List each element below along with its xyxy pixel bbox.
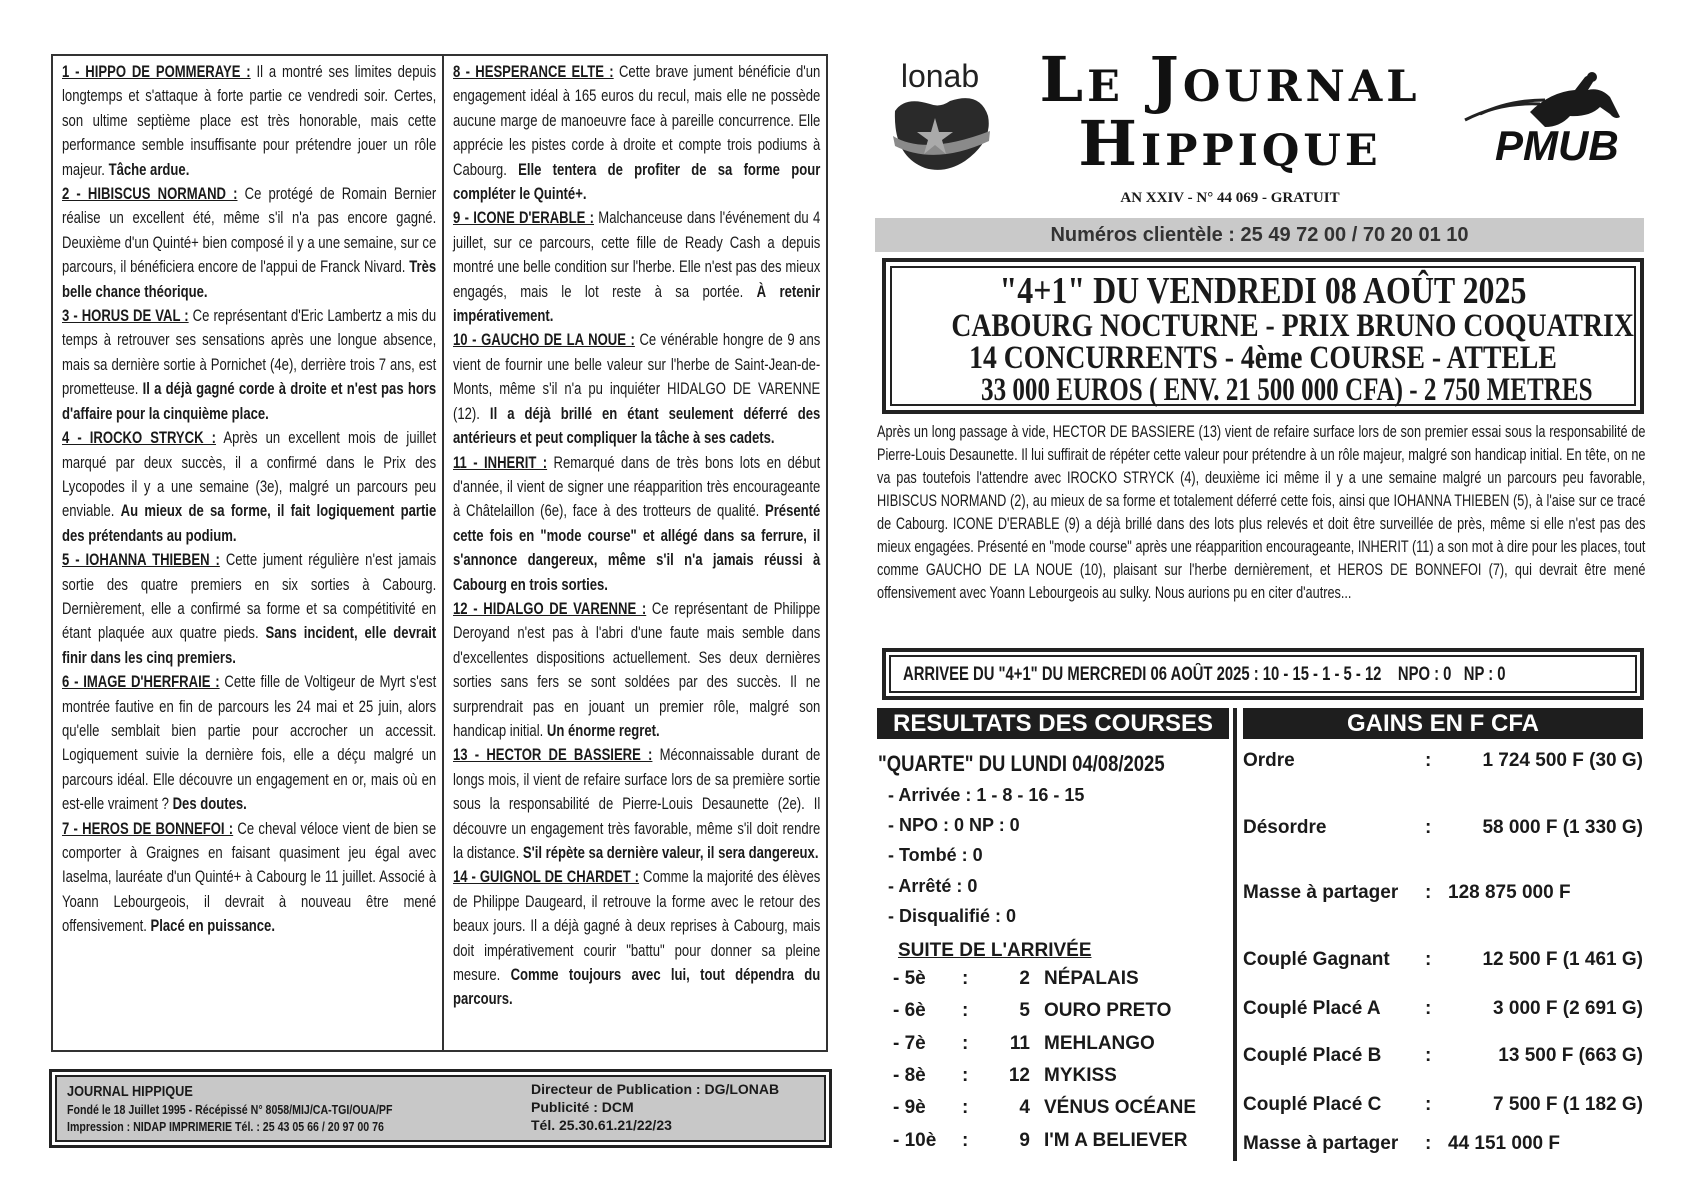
horse-entry-heading: 4 - IROCKO STRYCK : [62,428,217,448]
race-title-line2: CABOURG NOCTURNE - PRIX BRUNO COQUATRIX [951,308,1634,344]
horse-entry [62,548,436,670]
gain-value: 13 500 F (663 G) [1498,1045,1643,1066]
horse-entry-text: Après un excellent mois de juillet marqué par deux succès, il a confirmé dans le Prix des Lycopodes il y a une semaine (3e), malgré un parcours peu enviable. [62,428,437,521]
horse-entry-heading: 7 - HEROS DE BONNEFOI : [62,818,234,838]
horse-entry-verdict: Présenté cette fois en "mode course" et allégé dans sa ferrure, il s'annonce dangereux, même s'il n'a jamais réussi à Cabourg en trois sorties. [453,501,821,594]
horse-entry [453,60,820,206]
middle-column-text [453,60,820,1012]
imprint-founded: Fondé le 18 Juillet 1995 - Récépissé N° 8058/MIJ/CA-TGI/OUA/PF [67,1103,393,1117]
gain-label: Masse à partager [1243,882,1399,903]
suite-rank: - 6è [893,1000,926,1022]
suite-number: 5 [1019,1000,1030,1022]
suite-rank: - 8è [893,1064,926,1086]
suite-title: SUITE DE L'ARRIVÉE [898,940,1092,961]
lonab-logo-text: lonab [900,58,980,94]
imprint-phone: Tél. 25.30.61.21/22/23 [531,1117,672,1133]
horse-entry-heading: 8 - HESPERANCE ELTE : [453,62,614,81]
suite-horse-name: MEHLANGO [1044,1032,1155,1054]
horse-entry [453,206,820,328]
previous-result-text: ARRIVEE DU "4+1" DU MERCREDI 06 AOÛT 2025 : 10 - 15 - 1 - 5 - 12 NPO : 0 NP : 0 [903,664,1506,685]
gain-colon: : [1425,998,1432,1019]
horse-entry-text: Comme la majorité des élèves de Philippe Daugeard, il retrouve la forme avec le retour des beaux jours. Il a déjà gagné à deux reprises à Cabourg, mais doit impérativement courir "battu" pour donner sa pleine mesure. [453,867,821,985]
results-header: RESULTATS DES COURSES [877,708,1229,739]
horse-entry-text: Ce représentant de Philippe Deroyand n'est pas à l'abri d'une faute mais semble dans d'excellentes dispositions actuellement. Ses deux dernières sorties sans fers se sont soldées par des succès. Il ne surprendrait pas en jouant un premier rôle, malgré son handicap initial. [453,598,821,740]
race-title-line4: 33 000 EUROS ( ENV. 21 500 000 CFA) - 2 750 METRES [981,372,1593,408]
gain-value: 44 151 000 F [1448,1133,1560,1154]
gains-header: GAINS EN F CFA [1243,708,1643,739]
horse-entry-heading: 11 - INHERIT : [453,452,548,472]
horse-entry-heading: 12 - HIDALGO DE VARENNE : [453,598,647,618]
horse-entry-verdict: Elle tentera de profiter de sa forme pour compléter le Quinté+. [453,159,821,204]
customer-numbers-bar: Numéros clientèle : 25 49 72 00 / 70 20 01 10 [875,218,1644,252]
horse-entry-heading: 6 - IMAGE D'HERFRAIE : [62,672,220,692]
pmub-logo-text: PMUB [1495,122,1619,169]
horse-entry-heading: 9 - ICONE D'ERABLE : [453,208,595,228]
previous-result-box [882,648,1644,700]
horse-entry-text: Cette fille de Voltigeur de Myrt s'est montrée fautive en fin de parcours les 24 mai et 25 juin, alors qu'elle semblait bien partie pour accrocher un accessit. Logiquement suivie la dernière fois, elle a déçu malgré un parcours idéal. Elle découvre un engagement en or, mais où en est-elle vraiment ? [62,672,437,814]
horse-entry-verdict: Très belle chance théorique. [62,257,437,301]
suite-horse-name: OURO PRETO [1044,1000,1172,1022]
quarte-result-line: - NPO : 0 NP : 0 [888,815,1020,836]
horse-entry-verdict: À retenir impérativement. [453,281,821,326]
horse-entry-text: Ce vénérable hongre de 9 ans vient de fournir une belle valeur sur l'herbe de Saint-Jean-de-Monts, même s'il n'a pu inquiéter HIDALGO DE VARENNE (12). [453,330,821,423]
suite-colon: : [962,1129,969,1151]
suite-horse-name: NÉPALAIS [1044,968,1139,989]
imprint-director: Directeur de Publication : DG/LONAB [531,1081,780,1097]
suite-rank: - 10è [893,1129,937,1151]
suite-colon: : [962,1000,969,1022]
horse-entry-text: Ce cheval véloce vient de bien se comporter à Graignes en faisant quasiment jeu égal avec Iaselma, lauréate d'un Quinté+ à Cabourg le 11 juillet. Associé à Yoann Lebourgeois, il devrait à nouveau être mené offensivement. [62,818,437,936]
horse-entry-verdict: Il a déjà gagné corde à droite et n'est pas hors d'affaire pour la cinquième place. [62,379,437,423]
gain-colon: : [1425,949,1432,970]
gain-colon: : [1425,1133,1432,1154]
suite-number: 4 [1019,1097,1030,1119]
gain-value: 58 000 F (1 330 G) [1482,817,1643,838]
horse-entry-heading: 10 - GAUCHO DE LA NOUE : [453,330,635,350]
suite-colon: : [962,968,969,989]
horse-entry-verdict: Des doutes. [172,794,247,814]
horse-entry-heading: 13 - HECTOR DE BASSIERE : [453,745,653,765]
horse-entry-heading: 2 - HIBISCUS NORMAND : [62,184,238,204]
suite-colon: : [962,1064,969,1086]
horse-entry [62,817,436,939]
journal-title-logo [1010,43,1450,180]
horse-entry-text: Ce protégé de Romain Bernier réalise un excellent été, même s'il n'a pas encore gagné. Deuxième d'un Quinté+ bien composé il y a une semaine, sur ce parcours, il bénéficiera encore de l'appui de Franck Nivard. [62,184,437,277]
pmub-logo [1460,72,1630,172]
horse-entry-verdict: S'il répète sa dernière valeur, il sera dangereux. [522,843,819,862]
horse-entry-verdict: Au mieux de sa forme, il fait logiquement partie des prétendants au podium. [62,501,437,545]
middle-column [442,54,828,1052]
issue-info: AN XXIV - N° 44 069 - GRATUIT [1120,190,1340,206]
horse-entry-heading: 14 - GUIGNOL DE CHARDET : [453,867,640,887]
gain-colon: : [1425,817,1432,838]
imprint-name: JOURNAL HIPPIQUE [67,1083,193,1100]
quarte-title: "QUARTE" DU LUNDI 04/08/2025 [878,751,1165,776]
suite-horse-name: I'M A BELIEVER [1044,1129,1188,1151]
gain-value: 12 500 F (1 461 G) [1482,949,1643,970]
horse-entry [62,304,436,426]
race-summary: Après un long passage à vide, HECTOR DE BASSIERE (13) vient de refaire surface lors de son premier essai sous la responsabilité de Pierre-Louis Desaunette. Il lui suffirait de répéter cette valeur pour prétendre à un rôle majeur, malgré son handicap initial. En tête, on ne va pas toutefois l'attendre avec IROCKO STRYCK (4), deuxième ici même il y a une semaine malgré un parcours peu favorable, HIBISCUS NORMAND (2), au mieux de sa forme et totalement déferré cette fois, ainsi que IOHANNA THIEBEN (5), à l'aise sur ce tracé de Cabourg. ICONE D'ERABLE (9) a déjà brillé dans des lots plus relevés et doit être surveillée de près, même si elle n'est pas des mieux engagées. Présenté en "mode course" après une réapparition encourageante, INHERIT (11) a son mot à dire pour les places, tout comme GAUCHO DE LA NOUE (10), plaisant sur l'herbe dernièrement, et HEROS DE BONNEFOI (7), qui devrait être mené offensivement avec Yoann Lebourgeois au sulky. Nous aurions pu en citer d'autres... [877,423,1646,602]
suite-number: 11 [1009,1032,1030,1054]
column-divider [1233,708,1237,1161]
horse-entry-text: Cette brave jument bénéficie d'un engagement idéal à 165 euros du recul, mais elle ne possède aucune marge de manoeuvre face à pareille concurrence. Elle apprécie les pistes corde à droite et compte trois podiums à Cabourg. [453,62,821,179]
horse-entry-text: Méconnaissable durant de longs mois, il vient de refaire surface lors de sa première sortie sous la responsabilité de Pierre-Louis Desaunette (2e). Il découvre un engagement très favorable, même s'il doit rendre la distance. [453,745,821,862]
imprint-box [49,1069,832,1148]
horse-entry-verdict: Comme toujours avec lui, tout dépendra du parcours. [453,965,821,1009]
title-logo-line1: Le Journal [1039,43,1421,116]
horse-entry-verdict: Il a déjà brillé en étant seulement déferré des antérieurs et peut compliquer la tâche à ses cadets. [453,403,821,448]
gain-label: Couplé Placé A [1243,998,1381,1019]
suite-number: 2 [1019,968,1030,989]
suite-number: 9 [1019,1129,1030,1151]
quarte-result-line: - Arrivée : 1 - 8 - 16 - 15 [888,785,1085,805]
gain-label: Désordre [1243,817,1327,838]
gain-colon: : [1425,750,1432,771]
horse-entry [453,597,820,743]
left-column-text [62,60,436,939]
horse-entry [62,60,436,182]
gain-value: 7 500 F (1 182 G) [1493,1094,1643,1115]
horse-entry-heading: 1 - HIPPO DE POMMERAYE : [62,62,251,81]
suite-number: 12 [1008,1064,1030,1086]
suite-rank: - 5è [893,968,926,989]
horse-entry-text: Il a montré ses limites depuis longtemps et s'attaque à forte partie ce vendredi soir. Certes, son ultime septième place est très honorable, mais cette performance semble insuffisante pour prétendre jouer un rôle majeur. [62,62,437,179]
suite-rank: - 7è [893,1032,926,1054]
gain-label: Ordre [1243,750,1295,771]
horse-entry-verdict: Tâche ardue. [108,159,190,179]
horse-entry [62,426,436,548]
gain-colon: : [1425,882,1432,903]
gain-colon: : [1425,1094,1432,1115]
quarte-result-line: - Tombé : 0 [888,845,983,866]
horse-entry-verdict: Sans incident, elle devrait finir dans les cinq premiers. [62,623,437,667]
title-logo-line2: Hippique [1078,107,1382,180]
horse-entry [62,182,436,304]
lonab-logo [885,58,995,178]
imprint-ads: Publicité : DCM [531,1099,634,1115]
horse-entry [453,743,820,865]
horse-entry-verdict: Un énorme regret. [546,720,660,740]
quarte-result-line: - Disqualifié : 0 [888,905,1017,926]
horse-entry [453,451,820,597]
race-title-line3: 14 CONCURRENTS - 4ème COURSE - ATTELE [969,340,1557,376]
horse-entry-heading: 5 - IOHANNA THIEBEN : [62,550,220,570]
suite-horse-name: MYKISS [1044,1064,1117,1086]
race-title-box [882,258,1644,414]
suite-rank: - 9è [893,1097,926,1119]
gain-value: 3 000 F (2 691 G) [1493,998,1643,1019]
suite-colon: : [962,1032,969,1054]
horse-entry-text: Malchanceuse dans l'événement du 4 juillet, sur ce parcours, cette fille de Ready Cash a depuis montré une belle condition sur l'herbe. Elle n'est pas des mieux engagés, mais le lot reste à sa portée. [453,208,821,301]
imprint-printing: Impression : NIDAP IMPRIMERIE Tél. : 25 43 05 66 / 20 97 00 76 [67,1120,384,1134]
lonab-heart-star-icon [885,96,995,176]
gain-value: 128 875 000 F [1448,882,1571,903]
horse-entry-heading: 3 - HORUS DE VAL : [62,306,189,326]
gain-label: Couplé Placé C [1243,1094,1382,1115]
quarte-result-line: - Arrêté : 0 [888,875,978,896]
suite-horse-name: VÉNUS OCÉANE [1044,1097,1197,1119]
gain-colon: : [1425,1045,1432,1066]
horse-entry-text: Remarqué dans de très bons lots en début d'année, il vient de signer une réapparition très encourageante à Châtelaillon (6e), face à des trotteurs de qualité. [453,452,821,521]
race-title-line1: "4+1" DU VENDREDI 08 AOÛT 2025 [999,270,1527,312]
gain-value: 1 724 500 F (30 G) [1482,750,1643,771]
suite-colon: : [962,1097,969,1119]
gain-label: Couplé Placé B [1243,1045,1382,1066]
horse-entry [62,670,436,816]
horse-entry-text: Cette jument régulière n'est jamais sortie des quatre premiers en six sorties à Cabourg. Dernièrement, elle a confirmé sa forme et sa compétitivité en étant plaquée aux quatre pieds. [62,550,437,643]
gain-label: Masse à partager [1243,1133,1399,1154]
horse-entry-text: Ce représentant d'Eric Lambertz a mis du temps à retrouver ses sensations après une longue absence, mais sa dernière sortie à Pornichet (4e), derrière trois 7 ans, est prometteuse. [62,306,437,399]
horse-entry [453,865,820,1011]
gain-label: Couplé Gagnant [1243,949,1390,970]
left-column [51,54,444,1052]
horse-entry-verdict: Placé en puissance. [150,916,275,936]
horse-entry [453,328,820,450]
